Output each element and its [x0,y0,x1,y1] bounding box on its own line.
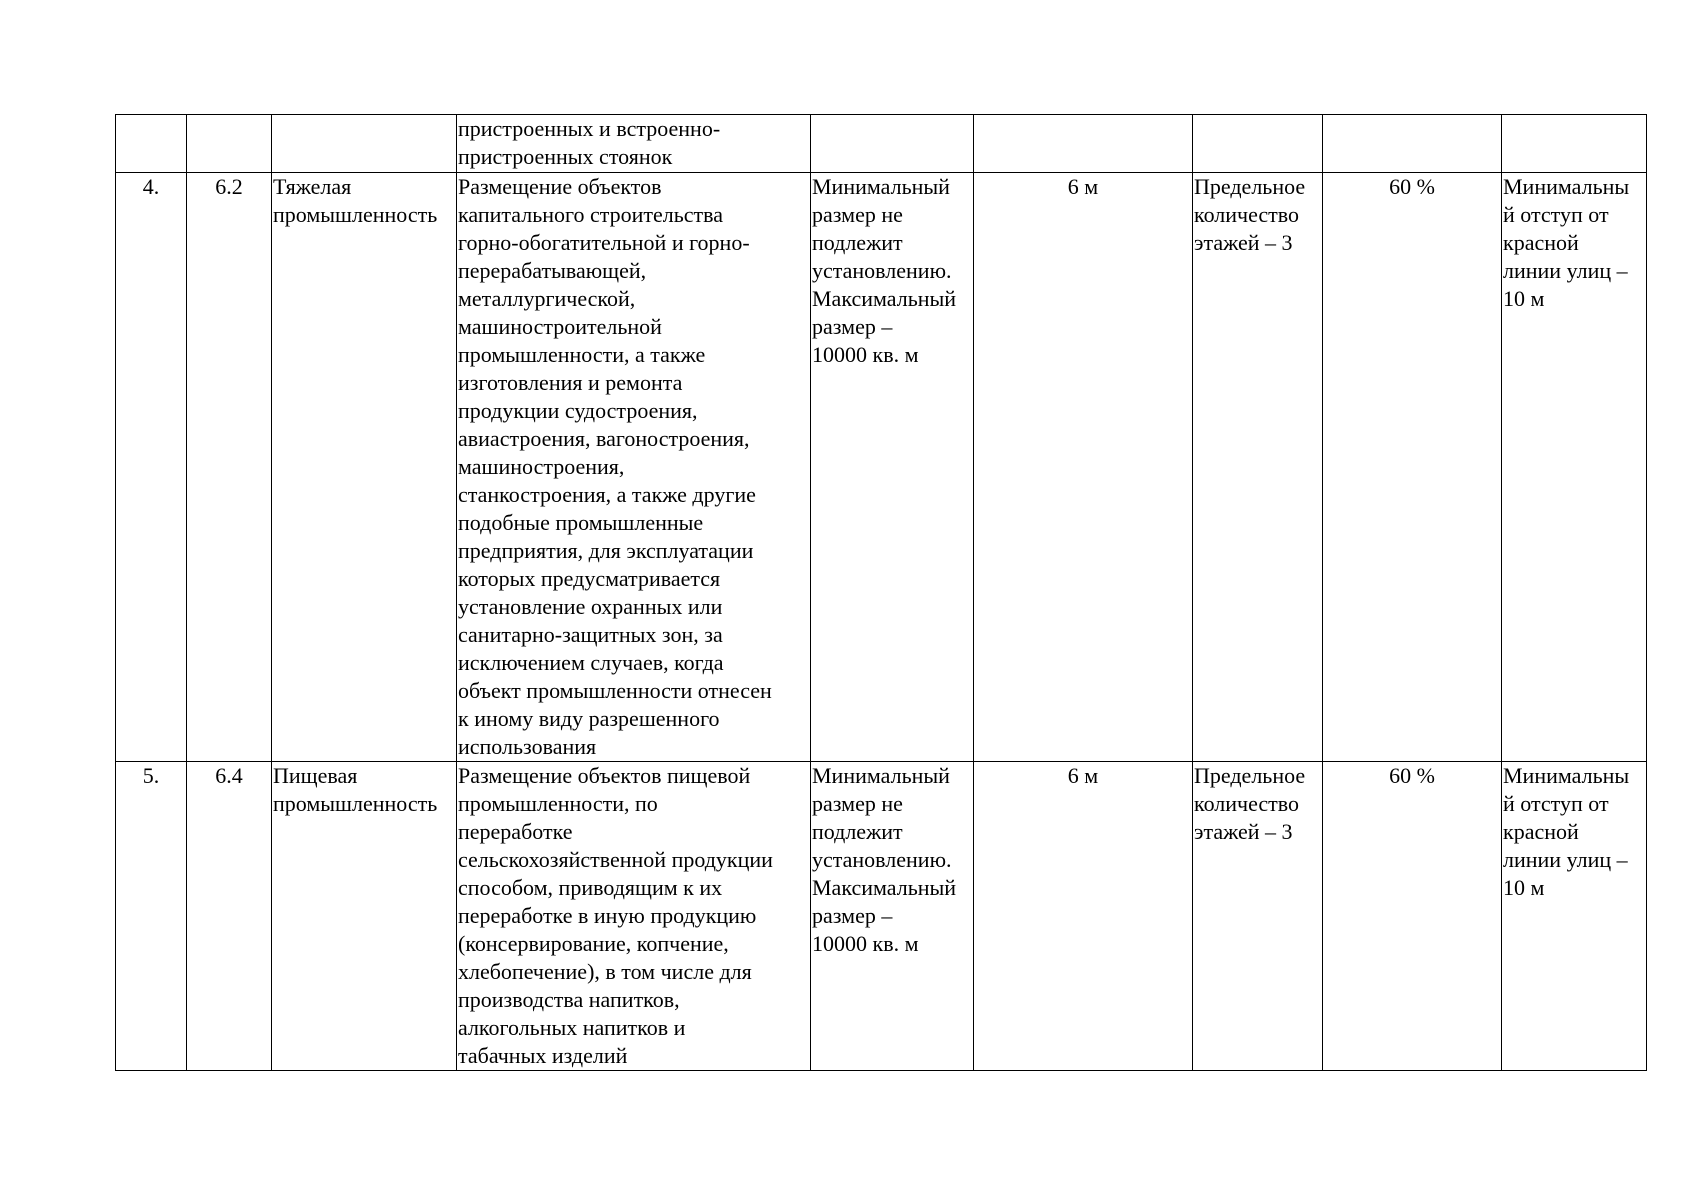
code-cell: 6.4 [187,762,272,1071]
coverage-cell: 60 % [1323,173,1502,762]
floors-cell: Предельное количество этажей – 3 [1193,762,1323,1071]
row-number-cell: 5. [116,762,187,1071]
floors-cell: Предельное количество этажей – 3 [1193,173,1323,762]
use-name-cell: Тяжелая промышленность [272,173,457,762]
table-row [116,173,1647,762]
use-name-cell: Пищевая промышленность [272,762,457,1071]
description-cell: Размещение объектов пищевой промышленности, по переработке сельскохозяйственной продукции способом, приводящим к их переработке в иную продукцию (консервирование, копчение, хлебопечение), в том числе для производства напитков, алкогольных напитков и табачных изделий [457,762,811,1071]
red-line-cell [1502,115,1647,173]
plot-size-cell [811,115,974,173]
table-row [116,115,1647,173]
setback-cell: 6 м [974,762,1193,1071]
land-use-table [115,114,1647,1071]
red-line-cell: Минимальны й отступ от красной линии улиц – 10 м [1502,173,1647,762]
plot-size-cell: Минимальный размер не подлежит установлению. Максимальный размер – 10000 кв. м [811,173,974,762]
description-cell: пристроенных и встроенно- пристроенных стоянок [457,115,811,173]
code-cell: 6.2 [187,173,272,762]
coverage-cell [1323,115,1502,173]
use-name-cell [272,115,457,173]
row-number-cell: 4. [116,173,187,762]
table-row [116,762,1647,1071]
plot-size-cell: Минимальный размер не подлежит установлению. Максимальный размер – 10000 кв. м [811,762,974,1071]
coverage-cell: 60 % [1323,762,1502,1071]
description-cell: Размещение объектов капитального строительства горно-обогатительной и горно- перерабатывающей, металлургической, машиностроительной промышленности, а также изготовления и ремонта продукции судостроения, авиастроения, вагоностроения, машиностроения, станкостроения, а также другие подобные промышленные предприятия, для эксплуатации которых предусматривается установление охранных или санитарно-защитных зон, за исключением случаев, когда объект промышленности отнесен к иному виду разрешенного использования [457,173,811,762]
red-line-cell: Минимальны й отступ от красной линии улиц – 10 м [1502,762,1647,1071]
setback-cell [974,115,1193,173]
setback-cell: 6 м [974,173,1193,762]
row-number-cell [116,115,187,173]
code-cell [187,115,272,173]
floors-cell [1193,115,1323,173]
